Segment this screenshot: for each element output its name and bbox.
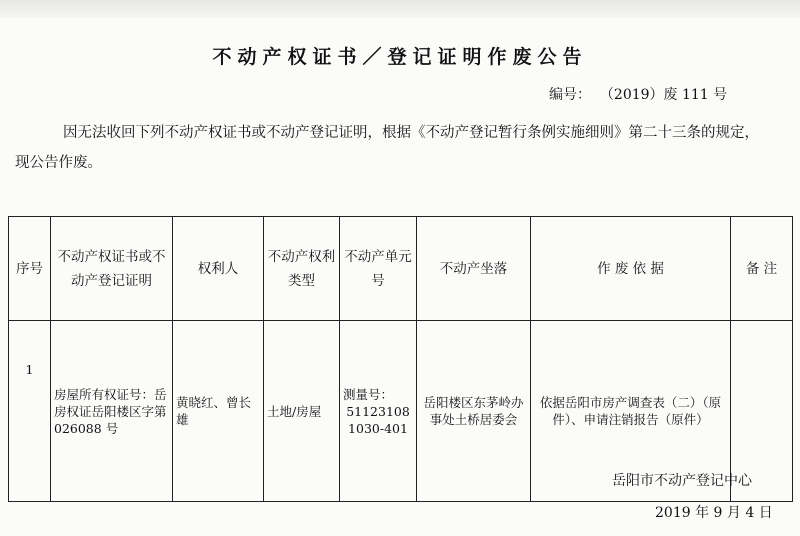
- header-seq: 序号: [9, 217, 51, 321]
- cell-certificate: 房屋所有权证号：岳房权证岳阳楼区字第 026088 号: [51, 321, 173, 502]
- scan-shadow: [0, 0, 800, 18]
- issuing-organization: 岳阳市不动产登记中心: [612, 473, 752, 489]
- cell-basis: 依据岳阳市房产调查表（二）（原件）、申请注销报告（原件）: [531, 321, 731, 502]
- document-number-value: （2019）废 111 号: [599, 87, 728, 103]
- announcement-body: 因无法收回下列不动产权证书或不动产登记证明，根据《不动产登记暂行条例实施细则》第二十三条的规定，现公告作废。: [15, 125, 759, 171]
- document-number: [549, 84, 727, 104]
- header-right-type: 不动产权利类型: [264, 217, 340, 321]
- void-certificates-table: [8, 216, 793, 502]
- cell-unit-no: [340, 321, 417, 502]
- table-header-row: [9, 217, 793, 321]
- cell-right-type: 土地/房屋: [264, 321, 340, 502]
- document-number-label: 编号：: [549, 87, 591, 103]
- unit-label: 测量号：: [343, 386, 394, 402]
- header-location: 不动产坐落: [417, 217, 531, 321]
- cell-seq: 1: [9, 321, 51, 502]
- header-certificate: 不动产权证书或不动产登记证明: [51, 217, 173, 321]
- header-remark: 备 注: [731, 217, 793, 321]
- header-basis: 作 废 依 据: [531, 217, 731, 321]
- unit-no-line1: 51123108: [346, 403, 410, 419]
- cell-holder: 黄晓红、曾长雄: [173, 321, 264, 502]
- cell-location: 岳阳楼区东茅岭办事处土桥居委会: [417, 321, 531, 502]
- header-holder: 权利人: [173, 217, 264, 321]
- unit-no-line2: 1030-401: [348, 420, 408, 436]
- header-unit-no: 不动产单元号: [340, 217, 417, 321]
- issue-date: 2019 年 9 月 4 日: [655, 505, 773, 521]
- page-title: 不动产权证书／登记证明作废公告: [212, 46, 588, 68]
